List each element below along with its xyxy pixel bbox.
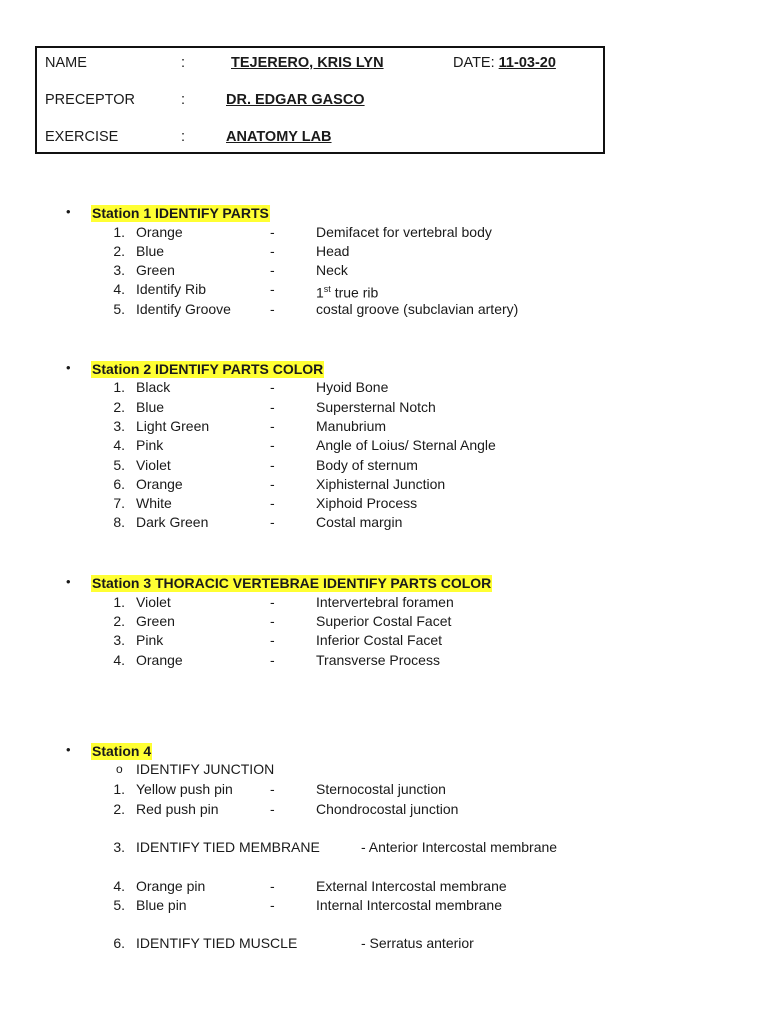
exercise-row: [37, 129, 603, 153]
item-desc: Costal margin: [316, 514, 403, 530]
muscle-value: - Serratus anterior: [361, 935, 474, 951]
list-item: [0, 223, 768, 242]
preceptor-label: PRECEPTOR: [45, 92, 135, 108]
station-4-title: Station 4: [92, 743, 152, 759]
date-label: [453, 55, 556, 71]
item-number: 5.: [113, 457, 125, 473]
name-colon: :: [181, 55, 186, 71]
item-dash: -: [270, 613, 275, 629]
item-color: Green: [136, 613, 175, 629]
item-number: 1.: [113, 224, 125, 240]
item-dash: -: [270, 379, 275, 395]
item-dash: -: [270, 399, 275, 415]
list-item: [0, 475, 768, 494]
item-desc: Inferior Costal Facet: [316, 632, 443, 648]
item-number: 8.: [113, 514, 125, 530]
item-color: Light Green: [136, 418, 210, 434]
item-color: Identify Groove: [136, 301, 231, 317]
item-dash: -: [270, 262, 275, 278]
item-dash: -: [270, 781, 275, 797]
name-label: NAME: [45, 55, 87, 71]
date-value: 11-03-20: [498, 55, 556, 71]
item-desc: Xiphisternal Junction: [316, 476, 446, 492]
item-desc: Supersternal Notch: [316, 399, 436, 415]
exercise-label: EXERCISE: [45, 129, 119, 145]
item-dash: -: [270, 514, 275, 530]
item-number: 2.: [113, 243, 125, 259]
bullet: •: [66, 204, 71, 219]
item-dash: -: [270, 224, 275, 240]
list-item: [0, 651, 768, 670]
list-item: [0, 896, 768, 915]
item-color: Yellow push pin: [136, 781, 233, 797]
item-dash: -: [270, 437, 275, 453]
item-color: Dark Green: [136, 514, 209, 530]
list-item: [0, 280, 768, 299]
item-number: 2.: [113, 801, 125, 817]
item-dash: -: [270, 801, 275, 817]
membrane-label: IDENTIFY TIED MEMBRANE: [136, 839, 320, 855]
item-desc: Neck: [316, 262, 348, 278]
item-color: White: [136, 495, 172, 511]
muscle-label: IDENTIFY TIED MUSCLE: [136, 935, 298, 951]
station-2-title: Station 2 IDENTIFY PARTS COLOR: [92, 361, 324, 377]
list-item: [0, 494, 768, 513]
item-dash: -: [270, 476, 275, 492]
list-item: [0, 612, 768, 631]
list-item: [0, 436, 768, 455]
list-item: [0, 378, 768, 397]
bullet: •: [66, 742, 71, 757]
sub-heading-row: [0, 760, 768, 779]
item-color: Identify Rib: [136, 281, 207, 297]
item-number: 6.: [113, 935, 125, 951]
name-row: [37, 55, 603, 79]
list-item: [0, 513, 768, 532]
list-item: [0, 780, 768, 799]
desc-superscript: st: [323, 284, 331, 294]
preceptor-colon: :: [181, 92, 186, 108]
item-color: Green: [136, 262, 175, 278]
item-desc: Manubrium: [316, 418, 387, 434]
exercise-colon: :: [181, 129, 186, 145]
name-value: TEJERERO, KRIS LYN: [231, 55, 384, 71]
date-label-text: DATE:: [453, 55, 495, 71]
item-color: Blue: [136, 243, 165, 259]
item-color: Orange pin: [136, 878, 206, 894]
item-number: 7.: [113, 495, 125, 511]
station-3-title: Station 3 THORACIC VERTEBRAE IDENTIFY PARTS COLOR: [92, 575, 492, 591]
list-item: [0, 242, 768, 261]
item-number: 5.: [113, 897, 125, 913]
header-info-box: [35, 46, 605, 154]
item-desc: costal groove (subclavian artery): [316, 301, 519, 317]
item-desc: Internal Intercostal membrane: [316, 897, 502, 913]
item-color: Blue: [136, 399, 165, 415]
item-desc: Sternocostal junction: [316, 781, 446, 797]
item-dash: -: [270, 457, 275, 473]
muscle-row: [0, 934, 768, 953]
item-dash: -: [270, 897, 275, 913]
list-item: [0, 631, 768, 650]
item-dash: -: [270, 281, 275, 297]
bullet: •: [66, 574, 71, 589]
item-number: 3.: [113, 262, 125, 278]
item-desc: Superior Costal Facet: [316, 613, 452, 629]
item-dash: -: [270, 878, 275, 894]
preceptor-value: DR. EDGAR GASCO: [226, 92, 365, 108]
list-item: [0, 456, 768, 475]
item-desc: Xiphoid Process: [316, 495, 418, 511]
item-desc: Demifacet for vertebral body: [316, 224, 492, 240]
item-number: 5.: [113, 301, 125, 317]
membrane-value: - Anterior Intercostal membrane: [361, 839, 558, 855]
list-item: [0, 417, 768, 436]
sub-heading: IDENTIFY JUNCTION: [136, 761, 275, 777]
membrane-row: [0, 838, 768, 857]
item-desc: External Intercostal membrane: [316, 878, 507, 894]
exercise-value: ANATOMY LAB: [226, 129, 332, 145]
list-item: [0, 261, 768, 280]
preceptor-row: [37, 92, 603, 116]
item-dash: -: [270, 301, 275, 317]
item-number: 4.: [113, 281, 125, 297]
item-number: 3.: [113, 418, 125, 434]
item-color: Black: [136, 379, 171, 395]
item-number: 3.: [113, 839, 125, 855]
item-desc: Body of sternum: [316, 457, 418, 473]
item-color: Blue pin: [136, 897, 187, 913]
bullet: •: [66, 360, 71, 375]
item-dash: -: [270, 652, 275, 668]
item-color: Pink: [136, 437, 164, 453]
item-color: Red push pin: [136, 801, 219, 817]
item-number: 4.: [113, 437, 125, 453]
item-number: 1.: [113, 594, 125, 610]
list-item: [0, 300, 768, 319]
list-item: [0, 593, 768, 612]
circle-bullet: o: [116, 762, 123, 776]
item-dash: -: [270, 418, 275, 434]
item-number: 4.: [113, 878, 125, 894]
item-dash: -: [270, 594, 275, 610]
list-item: [0, 800, 768, 819]
item-dash: -: [270, 495, 275, 511]
item-desc: Head: [316, 243, 350, 259]
item-desc: Chondrocostal junction: [316, 801, 459, 817]
item-color: Orange: [136, 476, 183, 492]
desc-rest: true rib: [330, 284, 379, 301]
item-dash: -: [270, 632, 275, 648]
item-color: Violet: [136, 457, 171, 473]
item-color: Pink: [136, 632, 164, 648]
item-number: 6.: [113, 476, 125, 492]
list-item: [0, 877, 768, 896]
item-color: Violet: [136, 594, 171, 610]
item-number: 1.: [113, 781, 125, 797]
item-color: Orange: [136, 224, 183, 240]
item-number: 1.: [113, 379, 125, 395]
item-desc: Hyoid Bone: [316, 379, 389, 395]
item-color: Orange: [136, 652, 183, 668]
station-1-title: Station 1 IDENTIFY PARTS: [92, 205, 269, 221]
list-item: [0, 398, 768, 417]
item-dash: -: [270, 243, 275, 259]
item-number: 2.: [113, 399, 125, 415]
item-number: 2.: [113, 613, 125, 629]
item-desc: Angle of Loius/ Sternal Angle: [316, 437, 496, 453]
item-number: 4.: [113, 652, 125, 668]
item-desc: Transverse Process: [316, 652, 440, 668]
item-number: 3.: [113, 632, 125, 648]
desc-number: 1: [316, 284, 324, 301]
item-desc: Intervertebral foramen: [316, 594, 454, 610]
